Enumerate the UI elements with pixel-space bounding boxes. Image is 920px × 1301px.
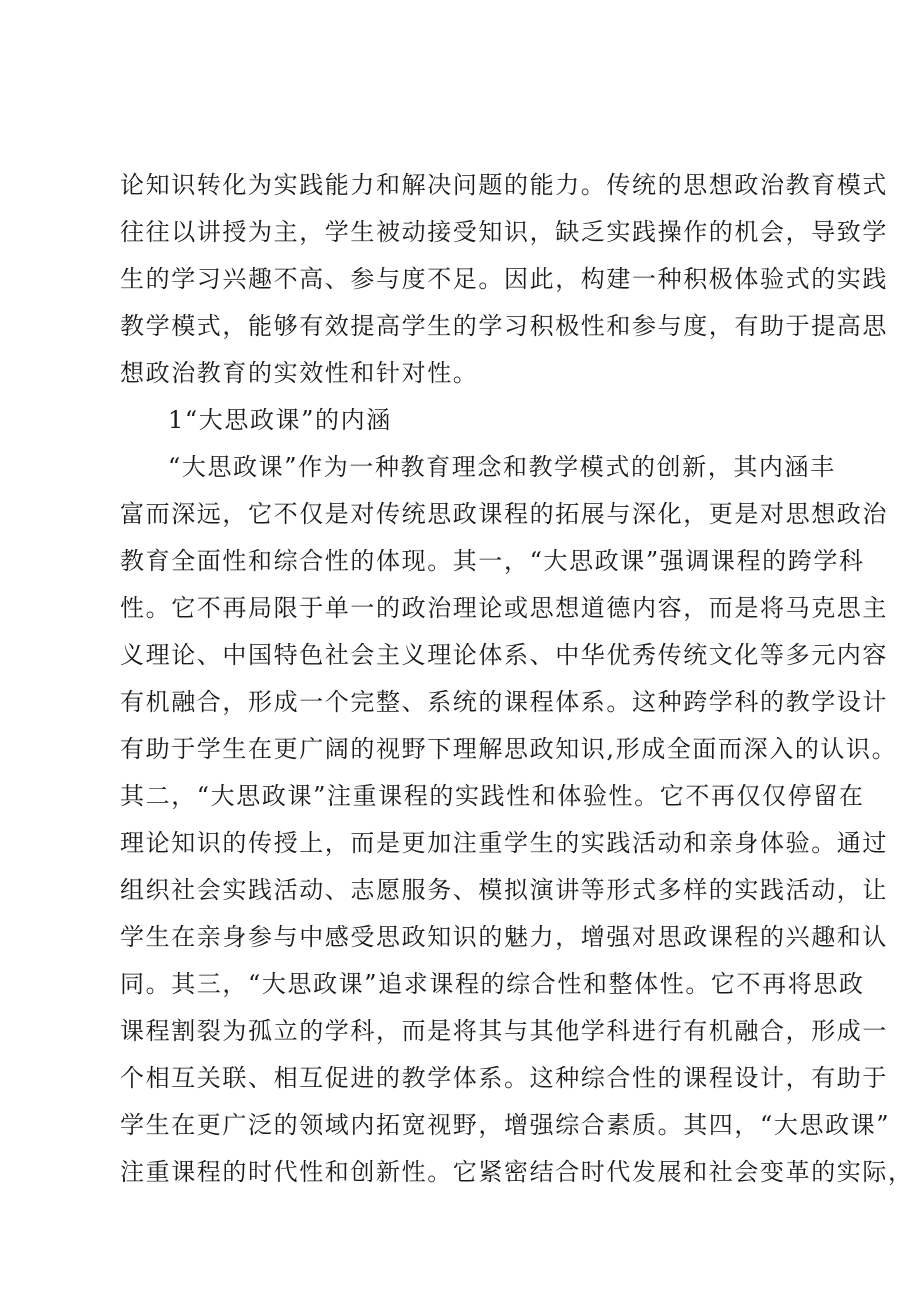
paragraph-2-line: “大思政课”作为一种教育理念和教学模式的创新，其内涵丰 bbox=[168, 453, 836, 481]
paragraph-2-line: 学生在更广泛的领域内拓宽视野，增强综合素质。其四，“大思政课” bbox=[120, 1111, 891, 1139]
paragraph-1-line: 论知识转化为实践能力和解决问题的能力。传统的思想政治教育模式 bbox=[120, 171, 888, 199]
paragraph-2-line: 同。其三，“大思政课”追求课程的综合性和整体性。它不再将思政 bbox=[120, 970, 865, 998]
paragraph-1-line: 生的学习兴趣不高、参与度不足。因此，构建一种积极体验式的实践 bbox=[120, 265, 888, 293]
paragraph-2-line: 理论知识的传授上，而是更加注重学生的实践活动和亲身体验。通过 bbox=[120, 829, 888, 857]
paragraph-1-line: 想政治教育的实效性和针对性。 bbox=[120, 359, 479, 387]
paragraph-2-line: 有助于学生在更广阔的视野下理解思政知识,形成全面而深入的认识。 bbox=[120, 735, 898, 763]
paragraph-2-line: 教育全面性和综合性的体现。其一，“大思政课”强调课程的跨学科 bbox=[120, 547, 865, 575]
paragraph-2-line: 个相互关联、相互促进的教学体系。这种综合性的课程设计，有助于 bbox=[120, 1064, 888, 1092]
paragraph-2-line: 学生在亲身参与中感受思政知识的魅力，增强对思政课程的兴趣和认 bbox=[120, 923, 888, 951]
paragraph-2-line: 注重课程的时代性和创新性。它紧密结合时代发展和社会变革的实际， bbox=[120, 1158, 914, 1186]
paragraph-2-line: 组织社会实践活动、志愿服务、模拟演讲等形式多样的实践活动，让 bbox=[120, 876, 888, 904]
section-heading: 1“大思政课”的内涵 bbox=[168, 406, 392, 434]
paragraph-2-line: 性。它不再局限于单一的政治理论或思想道德内容，而是将马克思主 bbox=[120, 594, 888, 622]
paragraph-2-line: 富而深远，它不仅是对传统思政课程的拓展与深化，更是对思想政治 bbox=[120, 500, 888, 528]
paragraph-2-line: 义理论、中国特色社会主义理论体系、中华优秀传统文化等多元内容 bbox=[120, 641, 888, 669]
paragraph-2-line: 有机融合，形成一个完整、系统的课程体系。这种跨学科的教学设计 bbox=[120, 688, 888, 716]
paragraph-1-line: 教学模式，能够有效提高学生的学习积极性和参与度，有助于提高思 bbox=[120, 312, 888, 340]
paragraph-1-line: 往往以讲授为主，学生被动接受知识，缺乏实践操作的机会，导致学 bbox=[120, 218, 888, 246]
paragraph-2-line: 课程割裂为孤立的学科，而是将其与其他学科进行有机融合，形成一 bbox=[120, 1017, 888, 1045]
paragraph-2-line: 其二，“大思政课”注重课程的实践性和体验性。它不再仅仅停留在 bbox=[120, 782, 865, 810]
